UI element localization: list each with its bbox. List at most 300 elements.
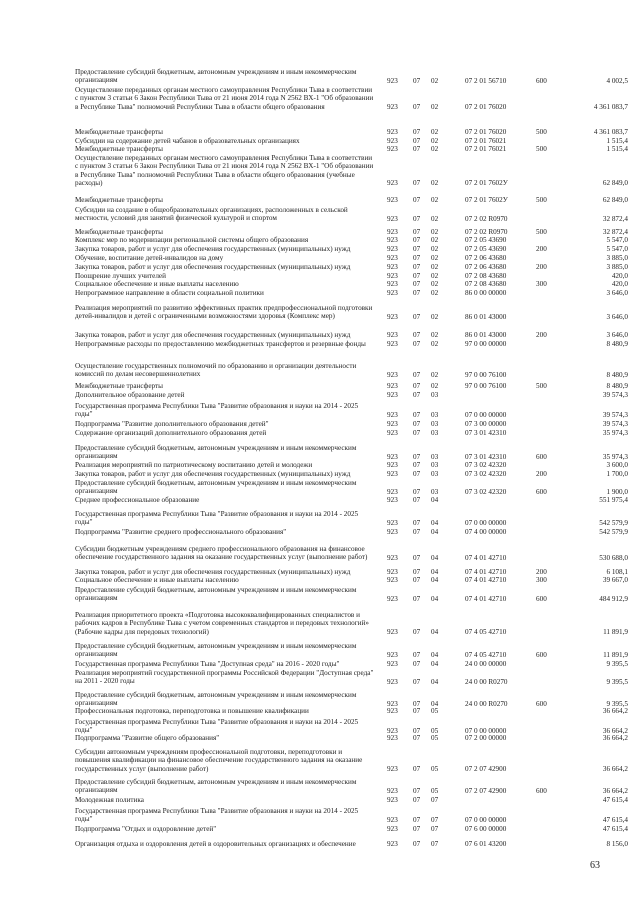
row-rz: 07 [413,840,421,848]
row-description: Дополнительное образование детей [75,391,185,399]
row-pr: 03 [431,391,439,399]
row-csr: 07 4 05 42710 [465,650,507,659]
row-pr: 02 [431,312,439,321]
row-description: Реализация приоритетного проекта «Подготовка высококвалифицированных специалистов и рабочих кадров в Республике Тыва с учетом современных стандартов и передовых технологий» (Рабочие кадры для передовых технологий) [75,611,369,636]
row-ved: 923 [387,650,398,659]
row-description: Закупка товаров, работ и услуг для обеспечения государственных (муниципальных) нужд [75,331,351,339]
row-description: Закупка товаров, работ и услуг для обеспечения государственных (муниципальных) нужд [75,263,351,271]
row-pr: 05 [431,786,439,795]
row-sum: 47 615,4 [602,815,628,824]
row-pr: 02 [431,254,439,262]
row-ved: 923 [387,518,398,527]
row-description: Среднее профессиональное образование [75,496,200,504]
row-ved: 923 [387,528,398,536]
row-description: Реализация мероприятий по развитию эффективных практик предпрофессиональной подготовки детей-инвалидов и детей с ограниченными возможностями здоровья (Комплекс мер) [75,304,373,321]
row-rz: 07 [413,289,421,297]
row-ved: 923 [387,470,398,478]
row-vr: 600 [536,487,547,496]
row-ved: 923 [387,568,398,576]
row-ved: 923 [387,272,398,280]
row-ved: 923 [387,764,398,773]
row-description: Закупка товаров, работ и услуг для обеспечения государственных (муниципальных) нужд [75,568,351,576]
row-ved: 923 [387,576,398,584]
row-rz: 07 [413,496,421,504]
row-ved: 923 [387,707,398,715]
row-ved: 923 [387,76,398,85]
row-description: Межбюджетные трансферты [75,128,163,136]
row-description: Закупка товаров, работ и услуг для обеспечения государственных (муниципальных) нужд [75,470,351,478]
row-csr: 07 2 01 76020 [465,102,507,111]
row-csr: 86 0 00 00000 [465,289,507,297]
row-rz: 07 [413,254,421,262]
row-description: Подпрограмма "Развитие среднего профессионального образования" [75,528,287,536]
row-sum: 32 872,4 [602,214,628,223]
row-pr: 04 [431,699,439,708]
row-vr: 200 [536,331,547,339]
row-rz: 07 [413,370,421,379]
row-rz: 07 [413,452,421,461]
row-rz: 07 [413,391,421,399]
row-vr: 200 [536,263,547,271]
row-description: Комплекс мер по модернизации региональной системы общего образования [75,236,309,244]
row-description: Непрограммное направление в области социальной политики [75,289,264,297]
row-csr: 07 4 00 00000 [465,528,507,536]
row-pr: 07 [431,815,439,824]
row-ved: 923 [387,236,398,244]
row-description: Подпрограмма "Отдых и оздоровление детей" [75,825,217,833]
row-description: Государственная программа Республики Тыва "Развитие образования и науки на 2014 - 2025 годы" [75,718,359,735]
row-sum: 4 361 083,7 [593,102,628,111]
row-ved: 923 [387,825,398,833]
row-sum: 4 361 083,7 [593,128,628,136]
row-pr: 03 [431,461,439,469]
row-ved: 923 [387,196,398,204]
row-csr: 24 0 00 R0270 [465,677,508,686]
row-csr: 07 2 05 43690 [465,245,507,253]
row-vr: 600 [536,594,547,603]
row-sum: 9 395,5 [606,677,628,686]
row-csr: 07 2 06 43680 [465,254,507,262]
row-sum: 3 885,0 [606,263,628,271]
row-rz: 07 [413,196,421,204]
row-sum: 1 700,0 [606,470,628,478]
row-sum: 5 547,0 [606,245,628,253]
row-rz: 07 [413,825,421,833]
row-ved: 923 [387,815,398,824]
row-rz: 07 [413,470,421,478]
row-vr: 500 [536,382,547,390]
row-ved: 923 [387,627,398,636]
row-description: Предоставление субсидий бюджетным, автономным учреждениям и иным некоммерческим организациям [75,68,357,85]
row-rz: 07 [413,429,421,437]
row-rz: 07 [413,272,421,280]
row-description: Содержание организаций дополнительного образования детей [75,429,267,437]
row-pr: 02 [431,340,439,348]
row-csr: 97 0 00 76100 [465,382,507,390]
row-csr: 07 4 01 42710 [465,576,507,584]
row-ved: 923 [387,429,398,437]
row-sum: 36 664,2 [602,764,628,773]
row-csr: 07 2 01 76020 [465,128,507,136]
row-rz: 07 [413,650,421,659]
row-ved: 923 [387,452,398,461]
row-sum: 11 891,9 [603,650,628,659]
row-sum: 6 108,1 [606,568,628,576]
row-description: Осуществление переданных органам местного самоуправления Республики Тыва в соответствии с пунктом 3 статьи 6 Закон Республики Тыва от 21 июня 2014 года N 2562 ВХ-1 "Об образовании в Республике Тыва" полномочий Республики Тыва в области общего образования (учебные расходы) [75,154,374,187]
row-csr: 07 0 00 00000 [465,518,507,527]
row-sum: 3 646,0 [606,331,628,339]
row-sum: 542 579,9 [599,528,628,536]
row-description: Реализация мероприятий по патриотическому воспитанию детей и молодежи [75,461,313,469]
row-sum: 62 849,0 [602,178,628,187]
row-sum: 36 664,2 [602,707,628,715]
row-rz: 07 [413,461,421,469]
row-vr: 500 [536,128,547,136]
row-sum: 36 664,2 [602,726,628,735]
row-rz: 07 [413,280,421,288]
row-rz: 07 [413,410,421,419]
row-csr: 07 2 01 7602У [465,196,508,204]
row-rz: 07 [413,528,421,536]
row-ved: 923 [387,726,398,735]
row-rz: 07 [413,76,421,85]
row-sum: 1 900,0 [606,487,628,496]
row-ved: 923 [387,312,398,321]
row-description: Межбюджетные трансферты [75,382,163,390]
row-description: Предоставление субсидий бюджетным, автономным учреждениям и иным некоммерческим организациям [75,642,357,659]
row-pr: 02 [431,196,439,204]
row-pr: 04 [431,650,439,659]
row-rz: 07 [413,576,421,584]
row-description: Подпрограмма "Развитие общего образования" [75,734,220,742]
row-rz: 07 [413,145,421,153]
row-vr: 500 [536,228,547,236]
row-pr: 02 [431,382,439,390]
row-sum: 9 395,5 [606,660,628,668]
row-ved: 923 [387,553,398,562]
row-rz: 07 [413,228,421,236]
row-pr: 04 [431,677,439,686]
row-vr: 500 [536,145,547,153]
row-description: Предоставление субсидий бюджетным, автономным учреждениям и иным некоммерческим организациям [75,479,357,496]
row-csr: 07 2 00 00000 [465,734,507,742]
row-description: Государственная программа Республики Тыва "Развитие образования и науки на 2014 - 2025 годы" [75,402,359,419]
row-rz: 07 [413,726,421,735]
row-pr: 04 [431,594,439,603]
row-sum: 35 974,3 [602,429,628,437]
row-rz: 07 [413,764,421,773]
row-sum: 4 002,5 [606,76,628,85]
row-description: Обучение, воспитание детей-инвалидов на дому [75,254,224,262]
row-sum: 47 615,4 [602,796,628,804]
row-ved: 923 [387,487,398,496]
row-pr: 03 [431,410,439,419]
row-vr: 600 [536,452,547,461]
row-description: Социальное обеспечение и иные выплаты населению [75,280,239,288]
row-csr: 07 0 00 00000 [465,410,507,419]
row-ved: 923 [387,382,398,390]
row-csr: 07 6 00 00000 [465,825,507,833]
row-pr: 02 [431,280,439,288]
row-vr: 300 [536,576,547,584]
row-sum: 5 547,0 [606,236,628,244]
row-ved: 923 [387,340,398,348]
row-ved: 923 [387,594,398,603]
row-rz: 07 [413,382,421,390]
row-sum: 47 615,4 [602,825,628,833]
row-description: Предоставление субсидий бюджетным, автономным учреждениям и иным некоммерческим организациям [75,778,357,795]
row-rz: 07 [413,707,421,715]
row-sum: 542 579,9 [599,518,628,527]
row-ved: 923 [387,420,398,428]
row-csr: 07 2 05 43690 [465,236,507,244]
row-csr: 07 4 01 42710 [465,553,507,562]
row-rz: 07 [413,786,421,795]
row-rz: 07 [413,518,421,527]
row-csr: 07 2 07 42900 [465,786,507,795]
row-sum: 9 395,5 [606,699,628,708]
row-ved: 923 [387,263,398,271]
row-pr: 05 [431,707,439,715]
row-description: Государственная программа Республики Тыва "Развитие образования и науки на 2014 - 2025 годы" [75,807,359,824]
row-rz: 07 [413,627,421,636]
row-description: Профессиональная подготовка, переподготовка и повышение квалификации [75,707,309,715]
row-pr: 02 [431,236,439,244]
row-rz: 07 [413,677,421,686]
row-csr: 07 3 01 42310 [465,452,507,461]
row-csr: 97 0 00 00000 [465,340,507,348]
row-description: Предоставление субсидий бюджетным, автономным учреждениям и иным некоммерческим организациям [75,691,357,708]
row-pr: 07 [431,796,439,804]
row-description: Непрограммные расходы по предоставлению межбюджетных трансфертов и резервные фонды [75,340,366,348]
row-csr: 07 3 02 42320 [465,487,507,496]
row-rz: 07 [413,734,421,742]
row-rz: 07 [413,699,421,708]
row-csr: 07 2 01 7602У [465,178,508,187]
row-pr: 02 [431,272,439,280]
row-sum: 3 646,0 [606,312,628,321]
row-csr: 07 2 07 42900 [465,764,507,773]
row-sum: 8 480,9 [606,340,628,348]
row-pr: 02 [431,76,439,85]
row-ved: 923 [387,128,398,136]
row-ved: 923 [387,137,398,145]
row-pr: 04 [431,576,439,584]
row-pr: 02 [431,245,439,253]
row-ved: 923 [387,370,398,379]
row-csr: 97 0 00 76100 [465,370,507,379]
row-description: Молодежная политика [75,796,144,804]
row-sum: 62 849,0 [602,196,628,204]
row-pr: 04 [431,627,439,636]
row-ved: 923 [387,178,398,187]
row-rz: 07 [413,137,421,145]
row-sum: 551 975,4 [599,496,628,504]
row-ved: 923 [387,245,398,253]
row-pr: 03 [431,452,439,461]
row-rz: 07 [413,568,421,576]
row-description: Государственная программа Республики Тыва "Развитие образования и науки на 2014 - 2025 годы" [75,510,359,527]
row-pr: 02 [431,289,439,297]
row-description: Предоставление субсидий бюджетным, автономным учреждениям и иным некоммерческим организациям [75,586,357,603]
row-vr: 200 [536,568,547,576]
row-description: Осуществление переданных органам местного самоуправления Республики Тыва в соответствии с пунктом 3 статьи 6 Закон Республики Тыва от 21 июня 2014 года N 2562 ВХ-1 "Об образовании в Республике Тыва" полномочий Республики Тыва в области общего образования [75,86,374,111]
row-rz: 07 [413,331,421,339]
row-vr: 200 [536,245,547,253]
row-ved: 923 [387,660,398,668]
row-vr: 500 [536,196,547,204]
row-csr: 07 4 01 42710 [465,594,507,603]
row-sum: 39 574,3 [602,391,628,399]
row-csr: 07 2 01 76021 [465,137,507,145]
row-sum: 420,0 [611,280,628,288]
row-csr: 07 2 06 43680 [465,263,507,271]
row-ved: 923 [387,254,398,262]
row-pr: 05 [431,726,439,735]
row-csr: 07 3 00 00000 [465,420,507,428]
row-pr: 02 [431,331,439,339]
row-rz: 07 [413,815,421,824]
row-csr: 07 4 01 42710 [465,568,507,576]
row-csr: 07 2 08 43680 [465,272,507,280]
row-ved: 923 [387,840,398,848]
row-csr: 07 0 00 00000 [465,726,507,735]
row-description: Поощрение лучших учителей [75,272,166,280]
row-pr: 04 [431,518,439,527]
row-sum: 1 515,4 [606,145,628,153]
row-ved: 923 [387,796,398,804]
row-sum: 8 156,0 [606,840,628,848]
row-sum: 39 667,0 [602,576,628,584]
row-pr: 03 [431,420,439,428]
row-vr: 600 [536,699,547,708]
row-description: Межбюджетные трансферты [75,196,163,204]
row-description: Государственная программа Республики Тыва "Доступная среда" на 2016 - 2020 годы" [75,660,340,668]
row-sum: 36 664,2 [602,734,628,742]
row-vr: 600 [536,786,547,795]
row-pr: 02 [431,128,439,136]
row-ved: 923 [387,331,398,339]
row-ved: 923 [387,102,398,111]
row-description: Осуществление государственных полномочий по образованию и организации деятельности комиссий по делам несовершеннолетних [75,362,357,379]
row-sum: 484 912,9 [599,594,628,603]
row-ved: 923 [387,496,398,504]
row-csr: 07 3 01 42310 [465,429,507,437]
row-sum: 39 574,3 [602,410,628,419]
row-rz: 07 [413,594,421,603]
row-pr: 02 [431,214,439,223]
row-csr: 07 2 02 R0970 [465,214,508,223]
row-sum: 11 891,9 [603,627,628,636]
row-description: Субсидии бюджетным учреждениям среднего профессионального образования на финансовое обеспечение государственного задания на оказание государственных услуг (выполнение работ) [75,545,368,562]
row-ved: 923 [387,280,398,288]
row-rz: 07 [413,312,421,321]
row-csr: 24 0 00 00000 [465,660,507,668]
row-pr: 04 [431,528,439,536]
row-rz: 07 [413,263,421,271]
row-ved: 923 [387,214,398,223]
row-pr: 05 [431,734,439,742]
row-ved: 923 [387,699,398,708]
row-pr: 07 [431,840,439,848]
row-rz: 07 [413,487,421,496]
row-description: Закупка товаров, работ и услуг для обеспечения государственных (муниципальных) нужд [75,245,351,253]
row-rz: 07 [413,245,421,253]
row-pr: 04 [431,660,439,668]
row-sum: 36 664,2 [602,786,628,795]
row-description: Реализация мероприятий государственной программы Российской Федерации "Доступная среда" на 2011 - 2020 годы [75,669,374,686]
row-vr: 600 [536,76,547,85]
row-description: Организация отдыха и оздоровления детей в оздоровительных организациях и обеспечение [75,840,356,848]
row-csr: 07 2 01 56710 [465,76,507,85]
row-pr: 04 [431,553,439,562]
row-pr: 04 [431,496,439,504]
row-sum: 8 480,9 [606,370,628,379]
row-pr: 02 [431,370,439,379]
row-csr: 07 6 01 43200 [465,840,507,848]
row-pr: 02 [431,263,439,271]
row-pr: 03 [431,470,439,478]
row-pr: 03 [431,429,439,437]
row-ved: 923 [387,461,398,469]
row-description: Межбюджетные трансферты [75,228,163,236]
row-sum: 35 974,3 [602,452,628,461]
row-csr: 24 0 00 R0270 [465,699,508,708]
row-rz: 07 [413,236,421,244]
row-sum: 39 574,3 [602,420,628,428]
row-rz: 07 [413,340,421,348]
row-csr: 86 0 01 43000 [465,331,507,339]
row-description: Субсидии на содержание детей чабанов в образовательных организациях [75,137,300,145]
row-csr: 07 3 02 42320 [465,470,507,478]
row-ved: 923 [387,734,398,742]
row-pr: 02 [431,228,439,236]
row-vr: 200 [536,470,547,478]
row-rz: 07 [413,553,421,562]
row-sum: 3 646,0 [606,289,628,297]
row-csr: 07 0 00 00000 [465,815,507,824]
row-ved: 923 [387,410,398,419]
row-csr: 07 2 01 76021 [465,145,507,153]
row-ved: 923 [387,289,398,297]
row-sum: 8 480,9 [606,382,628,390]
row-vr: 600 [536,650,547,659]
row-pr: 03 [431,487,439,496]
row-sum: 3 600,0 [606,461,628,469]
row-pr: 02 [431,102,439,111]
row-description: Социальное обеспечение и иные выплаты населению [75,576,239,584]
row-sum: 530 688,0 [599,553,628,562]
row-description: Подпрограмма "Развитие дополнительного образования детей" [75,420,269,428]
row-sum: 1 515,4 [606,137,628,145]
row-pr: 07 [431,825,439,833]
row-description: Субсидии автономным учреждениям профессиональной подготовки, переподготовки и повышения квалификации на финансовое обеспечение государственного задания на оказание государственных услуг (выполнение работ) [75,748,363,773]
row-pr: 02 [431,178,439,187]
row-pr: 02 [431,145,439,153]
row-pr: 04 [431,568,439,576]
row-rz: 07 [413,420,421,428]
row-description: Межбюджетные трансферты [75,145,163,153]
row-ved: 923 [387,677,398,686]
row-rz: 07 [413,660,421,668]
row-ved: 923 [387,145,398,153]
row-csr: 07 4 05 42710 [465,627,507,636]
row-rz: 07 [413,214,421,223]
row-ved: 923 [387,786,398,795]
row-rz: 07 [413,102,421,111]
row-description: Предоставление субсидий бюджетным, автономным учреждениям и иным некоммерческим организациям [75,444,357,461]
row-sum: 420,0 [611,272,628,280]
